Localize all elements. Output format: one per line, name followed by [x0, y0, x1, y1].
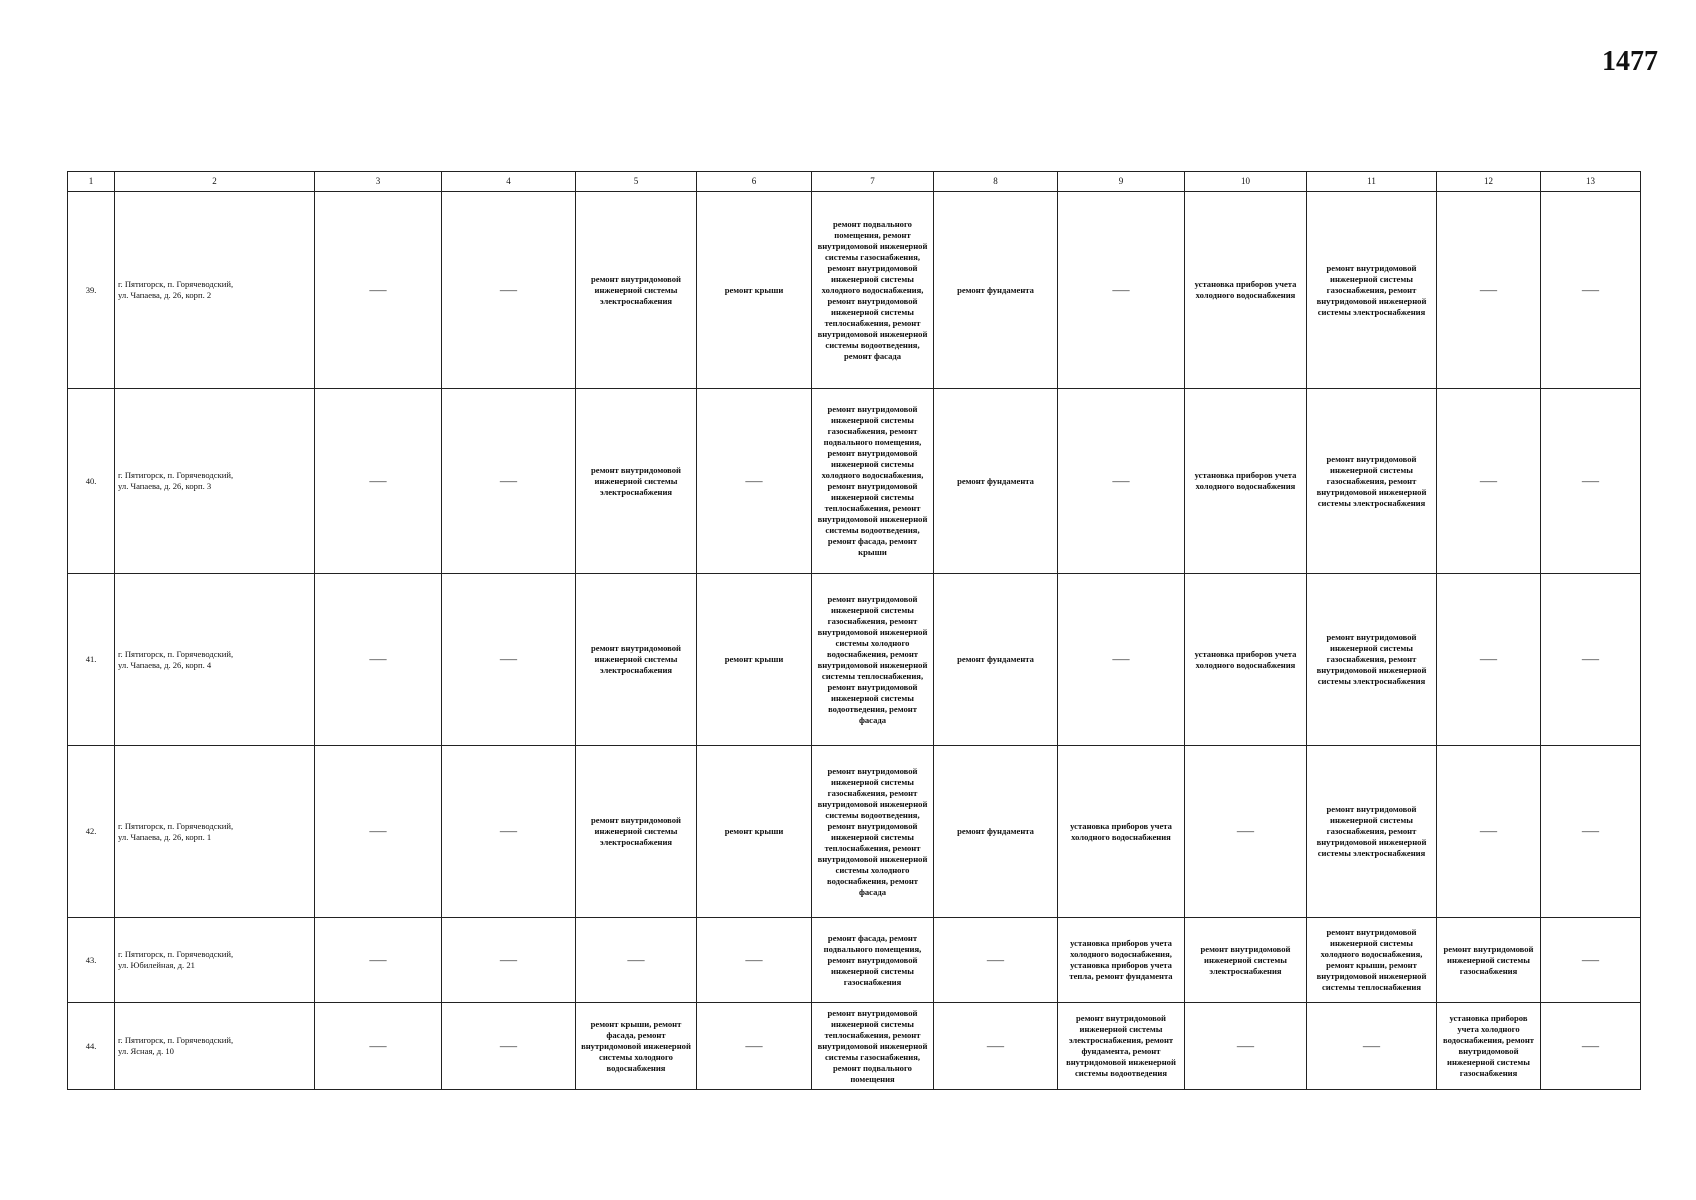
column-number: 12 [1437, 172, 1541, 192]
column-number: 3 [315, 172, 442, 192]
work-cell: ремонт подвального помещения, ремонт внутридомовой инженерной системы газоснабжения, ремонт внутридомовой инженерной системы холодного водоснабжения, ремонт внутридомовой инженерной системы теплоснабжения, ремонт внутридомовой инженерной системы водоотведения, ремонт фасада [812, 192, 934, 389]
column-number: 6 [697, 172, 812, 192]
column-number: 2 [115, 172, 315, 192]
work-cell: ремонт внутридомовой инженерной системы теплоснабжения, ремонт внутридомовой инженерной системы газоснабжения, ремонт подвального помещения [812, 1003, 934, 1090]
empty-dash-cell: —— [315, 574, 442, 746]
empty-dash-cell: —— [576, 918, 697, 1003]
work-cell: установка приборов учета холодного водоснабжения, установка приборов учета тепла, ремонт фундамента [1058, 918, 1185, 1003]
empty-dash-cell: —— [697, 918, 812, 1003]
table-row [68, 389, 1641, 574]
row-number: 41. [68, 574, 115, 746]
work-cell: ремонт внутридомовой инженерной системы электроснабжения [576, 746, 697, 918]
work-cell: установка приборов учета холодного водоснабжения [1185, 389, 1307, 574]
work-cell: ремонт внутридомовой инженерной системы электроснабжения, ремонт фундамента, ремонт внутридомовой инженерной системы водоотведения [1058, 1003, 1185, 1090]
work-cell: ремонт фундамента [934, 746, 1058, 918]
address-cell [115, 192, 315, 389]
work-cell: ремонт внутридомовой инженерной системы холодного водоснабжения, ремонт крыши, ремонт внутридомовой инженерной системы теплоснабжения [1307, 918, 1437, 1003]
empty-dash-cell: —— [1058, 192, 1185, 389]
work-cell: ремонт внутридомовой инженерной системы газоснабжения, ремонт внутридомовой инженерной системы электроснабжения [1307, 746, 1437, 918]
work-cell: ремонт внутридомовой инженерной системы электроснабжения [576, 192, 697, 389]
address-line: ул. Чапаева, д. 26, корп. 3 [118, 481, 212, 491]
work-cell: ремонт крыши [697, 746, 812, 918]
column-number: 13 [1541, 172, 1641, 192]
address-cell [115, 1003, 315, 1090]
row-number: 40. [68, 389, 115, 574]
table-body [68, 172, 1641, 1090]
table-row [68, 746, 1641, 918]
address-line: г. Пятигорск, п. Горячеводский, [118, 648, 234, 659]
work-cell: установка приборов учета холодного водоснабжения [1185, 192, 1307, 389]
column-number: 5 [576, 172, 697, 192]
work-cell: ремонт фундамента [934, 574, 1058, 746]
empty-dash-cell: —— [442, 389, 576, 574]
address-line: г. Пятигорск, п. Горячеводский, [118, 470, 234, 480]
work-cell: ремонт внутридомовой инженерной системы электроснабжения [576, 389, 697, 574]
column-number: 8 [934, 172, 1058, 192]
address-cell [115, 918, 315, 1003]
empty-dash-cell: —— [1058, 574, 1185, 746]
work-cell: ремонт внутридомовой инженерной системы газоснабжения, ремонт внутридомовой инженерной системы электроснабжения [1307, 389, 1437, 574]
column-number: 7 [812, 172, 934, 192]
work-cell: ремонт фасада, ремонт подвального помещения, ремонт внутридомовой инженерной системы газоснабжения [812, 918, 934, 1003]
empty-dash-cell: —— [442, 192, 576, 389]
work-cell: ремонт внутридомовой инженерной системы электроснабжения [1185, 918, 1307, 1003]
row-number: 39. [68, 192, 115, 389]
empty-dash-cell: —— [315, 746, 442, 918]
address-line: г. Пятигорск, п. Горячеводский, [118, 949, 234, 959]
empty-dash-cell: —— [442, 1003, 576, 1090]
work-cell: установка приборов учета холодного водоснабжения [1058, 746, 1185, 918]
empty-dash-cell: —— [1307, 1003, 1437, 1090]
empty-dash-cell: —— [1541, 746, 1641, 918]
address-line: г. Пятигорск, п. Горячеводский, [118, 1035, 234, 1045]
work-cell: ремонт внутридомовой инженерной системы газоснабжения, ремонт внутридомовой инженерной системы холодного водоснабжения, ремонт внутридомовой инженерной системы теплоснабжения, ремонт внутридомовой инженерной системы водоотведения, ремонт фасада [812, 574, 934, 746]
works-table [67, 171, 1641, 1090]
work-cell: ремонт крыши, ремонт фасада, ремонт внутридомовой инженерной системы холодного водоснабжения [576, 1003, 697, 1090]
table-row [68, 192, 1641, 389]
page-number: 1477 [1602, 46, 1658, 77]
empty-dash-cell: —— [315, 1003, 442, 1090]
address-cell [115, 389, 315, 574]
address-line: ул. Ясная, д. 10 [118, 1046, 174, 1056]
work-cell: ремонт внутридомовой инженерной системы газоснабжения, ремонт внутридомовой инженерной системы электроснабжения [1307, 574, 1437, 746]
row-number: 42. [68, 746, 115, 918]
empty-dash-cell: —— [697, 1003, 812, 1090]
work-cell: ремонт внутридомовой инженерной системы электроснабжения [576, 574, 697, 746]
work-cell: ремонт внутридомовой инженерной системы газоснабжения, ремонт внутридомовой инженерной системы водоотведения, ремонт внутридомовой инженерной системы теплоснабжения, ремонт внутридомовой инженерной системы холодного водоснабжения, ремонт фасада [812, 746, 934, 918]
empty-dash-cell: —— [934, 918, 1058, 1003]
table-row [68, 918, 1641, 1003]
work-cell: ремонт крыши [697, 192, 812, 389]
empty-dash-cell: —— [315, 918, 442, 1003]
empty-dash-cell: —— [1541, 389, 1641, 574]
address-line: ул. Юбилейная, д. 21 [118, 960, 195, 970]
address-line: г. Пятигорск, п. Горячеводский, [118, 279, 234, 289]
empty-dash-cell: —— [315, 389, 442, 574]
address-line: г. Пятигорск, п. Горячеводский, [118, 820, 234, 831]
row-number: 43. [68, 918, 115, 1003]
column-number-row [68, 172, 1641, 192]
work-cell: ремонт внутридомовой инженерной системы газоснабжения, ремонт внутридомовой инженерной системы электроснабжения [1307, 192, 1437, 389]
empty-dash-cell: —— [1185, 1003, 1307, 1090]
address-line: ул. Чапаева, д. 26, корп. 4 [118, 659, 212, 670]
empty-dash-cell: —— [1541, 192, 1641, 389]
empty-dash-cell: —— [697, 389, 812, 574]
empty-dash-cell: —— [1541, 574, 1641, 746]
work-cell: установка приборов учета холодного водоснабжения [1185, 574, 1307, 746]
empty-dash-cell: —— [1058, 389, 1185, 574]
empty-dash-cell: —— [442, 574, 576, 746]
empty-dash-cell: —— [1437, 746, 1541, 918]
column-number: 4 [442, 172, 576, 192]
table-row [68, 574, 1641, 746]
work-cell: установка приборов учета холодного водоснабжения, ремонт внутридомовой инженерной системы газоснабжения [1437, 1003, 1541, 1090]
column-number: 11 [1307, 172, 1437, 192]
empty-dash-cell: —— [442, 746, 576, 918]
empty-dash-cell: —— [315, 192, 442, 389]
empty-dash-cell: —— [1541, 1003, 1641, 1090]
address-cell [115, 746, 315, 918]
column-number: 9 [1058, 172, 1185, 192]
empty-dash-cell: —— [442, 918, 576, 1003]
table-row [68, 1003, 1641, 1090]
empty-dash-cell: —— [1437, 389, 1541, 574]
empty-dash-cell: —— [1185, 746, 1307, 918]
work-cell: ремонт фундамента [934, 192, 1058, 389]
row-number: 44. [68, 1003, 115, 1090]
address-cell [115, 574, 315, 746]
empty-dash-cell: —— [1437, 574, 1541, 746]
empty-dash-cell: —— [1541, 918, 1641, 1003]
address-line: ул. Чапаева, д. 26, корп. 1 [118, 831, 212, 842]
empty-dash-cell: —— [934, 1003, 1058, 1090]
column-number: 1 [68, 172, 115, 192]
work-cell: ремонт внутридомовой инженерной системы газоснабжения, ремонт подвального помещения, ремонт внутридомовой инженерной системы холодного водоснабжения, ремонт внутридомовой инженерной системы теплоснабжения, ремонт внутридомовой инженерной системы водоотведения, ремонт фасада, ремонт крыши [812, 389, 934, 574]
address-line: ул. Чапаева, д. 26, корп. 2 [118, 290, 212, 300]
work-cell: ремонт крыши [697, 574, 812, 746]
work-cell: ремонт фундамента [934, 389, 1058, 574]
work-cell: ремонт внутридомовой инженерной системы газоснабжения [1437, 918, 1541, 1003]
column-number: 10 [1185, 172, 1307, 192]
empty-dash-cell: —— [1437, 192, 1541, 389]
